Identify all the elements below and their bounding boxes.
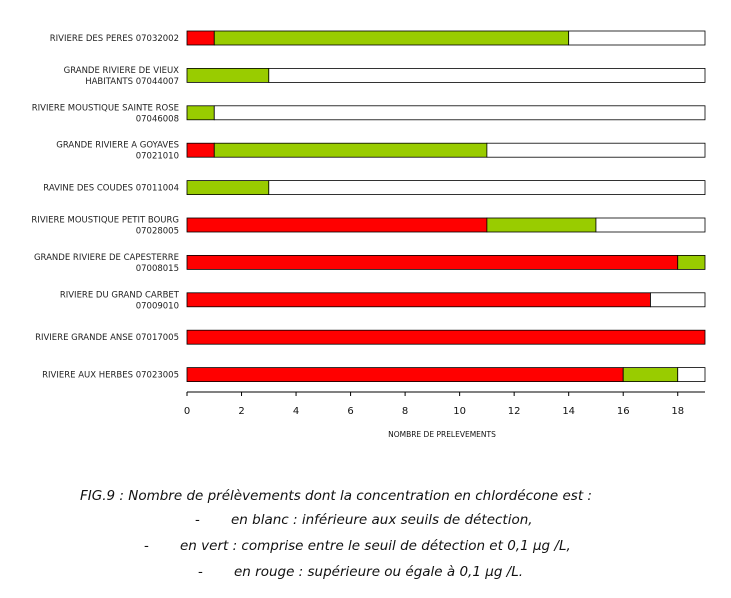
category-labels	[31, 34, 179, 381]
bar-segment-5-2	[187, 181, 269, 195]
bar-segment-6-1	[187, 218, 487, 232]
bar-segment-8-1	[187, 293, 650, 307]
bar-segment-1-2	[214, 31, 568, 45]
bar-segment-4-1	[187, 143, 214, 157]
bars-group	[187, 31, 705, 382]
bar-segment-6-3	[596, 218, 705, 232]
caption-item-green	[144, 538, 571, 554]
caption-item-red	[198, 564, 523, 580]
x-axis-title: NOMBRE DE PRELEVEMENTS	[388, 430, 496, 439]
bar-segment-3-3	[214, 106, 705, 120]
bar-segment-10-2	[623, 368, 678, 382]
category-label: GRANDE RIVIERE DE CAPESTERRE 07008015	[33, 252, 179, 274]
x-axis	[184, 392, 705, 417]
x-tick-label: 18	[671, 406, 685, 417]
bar-segment-1-1	[187, 31, 214, 45]
category-label: RIVIERE MOUSTIQUE SAINTE ROSE 07046008	[31, 103, 179, 125]
bar-segment-10-1	[187, 368, 623, 382]
bar-segment-5-3	[269, 181, 705, 195]
category-label: RIVIERE MOUSTIQUE PETIT BOURG 07028005	[31, 215, 179, 237]
caption-white-text: en blanc : inférieure aux seuils de détection,	[231, 512, 533, 528]
bar-segment-4-2	[214, 143, 487, 157]
bar-segment-7-2	[678, 255, 705, 269]
bar-segment-8-3	[650, 293, 705, 307]
caption-dash: -	[144, 538, 149, 554]
category-label: RIVIERE DU GRAND CARBET 07009010	[59, 290, 179, 312]
category-label: RIVIERE AUX HERBES 07023005	[42, 370, 179, 381]
bar-segment-1-3	[569, 31, 705, 45]
x-tick-label: 12	[507, 406, 521, 417]
bar-segment-2-3	[269, 68, 705, 82]
category-label: RIVIERE DES PERES 07032002	[49, 34, 179, 44]
caption-green-text: en vert : comprise entre le seuil de détection et 0,1 µg /L,	[180, 538, 571, 554]
caption-title: FIG.9 : Nombre de prélèvements dont la concentration en chlordécone est :	[80, 488, 592, 504]
caption-dash: -	[198, 564, 203, 580]
x-tick-label: 14	[562, 406, 576, 417]
x-tick-label: 8	[401, 406, 409, 417]
category-label: GRANDE RIVIERE A GOYAVES 07021010	[56, 140, 179, 162]
x-tick-label: 4	[292, 406, 300, 417]
x-tick-label: 2	[238, 406, 245, 417]
x-tick-label: 0	[183, 406, 191, 417]
x-tick-label: 10	[453, 406, 466, 417]
bar-segment-6-2	[487, 218, 596, 232]
category-label: RAVINE DES COUDES 07011004	[43, 183, 179, 194]
x-tick-label: 6	[347, 406, 354, 417]
bar-segment-3-2	[187, 106, 214, 120]
caption-dash: -	[195, 512, 200, 528]
bar-segment-9-1	[187, 330, 705, 344]
bar-segment-7-1	[187, 255, 678, 269]
category-label: RIVIERE GRANDE ANSE 07017005	[35, 333, 179, 344]
caption-red-text: en rouge : supérieure ou égale à 0,1 µg /L.	[234, 564, 524, 580]
bar-segment-10-3	[678, 368, 705, 382]
bar-segment-2-2	[187, 68, 269, 82]
caption-item-white	[195, 512, 533, 528]
x-tick-label: 16	[616, 406, 630, 417]
category-label: GRANDE RIVIERE DE VIEUX HABITANTS 07044007	[63, 65, 179, 87]
bar-segment-4-3	[487, 143, 705, 157]
